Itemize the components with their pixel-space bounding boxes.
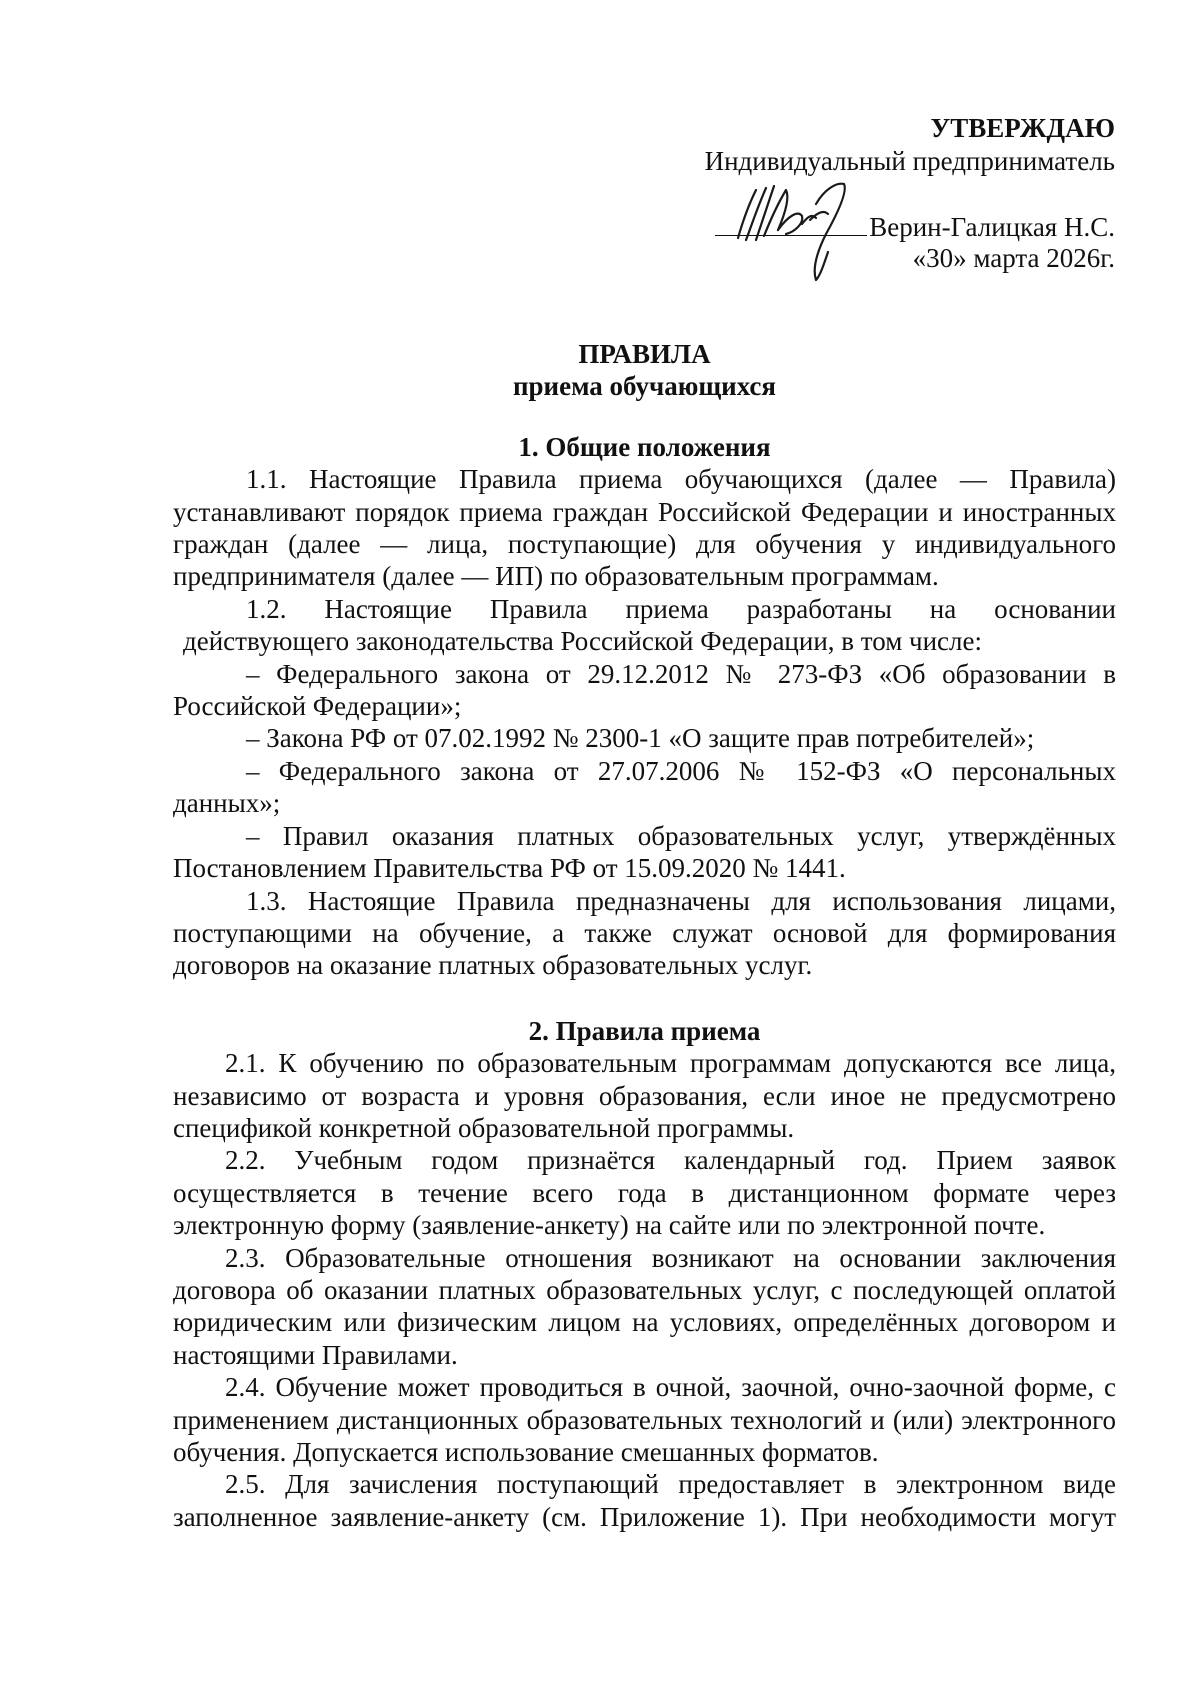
paragraph-2-3: 2.3. Образовательные отношения возникают на основании заключения договора об оказании платных образовательных услуг, с последующей оплатой юридическим или физическим лицом на условиях, определённых договором и настоящими Правилами. — [173, 1242, 1116, 1370]
document-body — [173, 338, 1116, 1533]
document-title: ПРАВИЛА — [578, 339, 711, 369]
list-item: – Федерального закона от 27.07.2006 № 152-ФЗ «О персональных данных»; — [173, 755, 1116, 819]
paragraph-1-3: 1.3. Настоящие Правила предназначены для использования лицами, поступающими на обучение, а также служат основой для формирования договоров на оказание платных образовательных услуг. — [173, 885, 1116, 981]
paragraph-1-2-second-line: действующего законодательства Российской Федерации, в том числе: — [183, 626, 983, 657]
approval-name: Верин-Галицкая Н.С. — [869, 212, 1115, 242]
handwritten-signature — [728, 176, 858, 288]
paragraph-2-2: 2.2. Учебным годом признаётся календарный год. Прием заявок осуществляется в течение всего года в дистанционном формате через электронную форму (заявление-анкету) на сайте или по электронной почте. — [173, 1145, 1116, 1241]
paragraph-1-2-first-line: 1.2. Настоящие Правила приема разработаны на основании — [246, 593, 1116, 624]
list-item: – Федерального закона от 29.12.2012 № 273-ФЗ «Об образовании в Российской Федерации»; — [173, 658, 1116, 722]
list-item: – Закона РФ от 07.02.1992 № 2300-1 «О защите прав потребителей»; — [246, 723, 1035, 754]
section-2-heading: 2. Правила приема — [528, 1015, 761, 1046]
paragraph-2-5: 2.5. Для зачисления поступающий предоставляет в электронном виде заполненное заявление-анкету (см. Приложение 1). При необходимости могут — [173, 1469, 1116, 1532]
paragraph-2-4: 2.4. Обучение может проводиться в очной, заочной, очно-заочной форме, с применением дистанционных образовательных технологий и (или) электронного обучения. Допускается использование смешанных форматов. — [173, 1372, 1116, 1467]
section-1-heading: 1. Общие положения — [518, 431, 771, 462]
approval-role: Индивидуальный предприниматель — [704, 146, 1115, 176]
list-item: – Правил оказания платных образовательных услуг, утверждённых Постановлением Правительства РФ от 15.09.2020 № 1441. — [173, 820, 1116, 884]
paragraph-2-1: 2.1. К обучению по образовательным программам допускаются все лица, независимо от возраста и уровня образования, если иное не предусмотрено спецификой конкретной образовательной программы. — [173, 1048, 1116, 1143]
approval-date: «30» марта 2026г. — [912, 243, 1115, 273]
paragraph-1-1: 1.1. Настоящие Правила приема обучающихся (далее — Правила) устанавливают порядок приема граждан Российской Федерации и иностранных граждан (далее — лица, поступающие) для обучения у индивидуального предпринимателя (далее — ИП) по образовательным программам. — [173, 464, 1116, 592]
approval-title: УТВЕРЖДАЮ — [930, 113, 1115, 143]
document-subtitle: приема обучающихся — [512, 371, 777, 402]
